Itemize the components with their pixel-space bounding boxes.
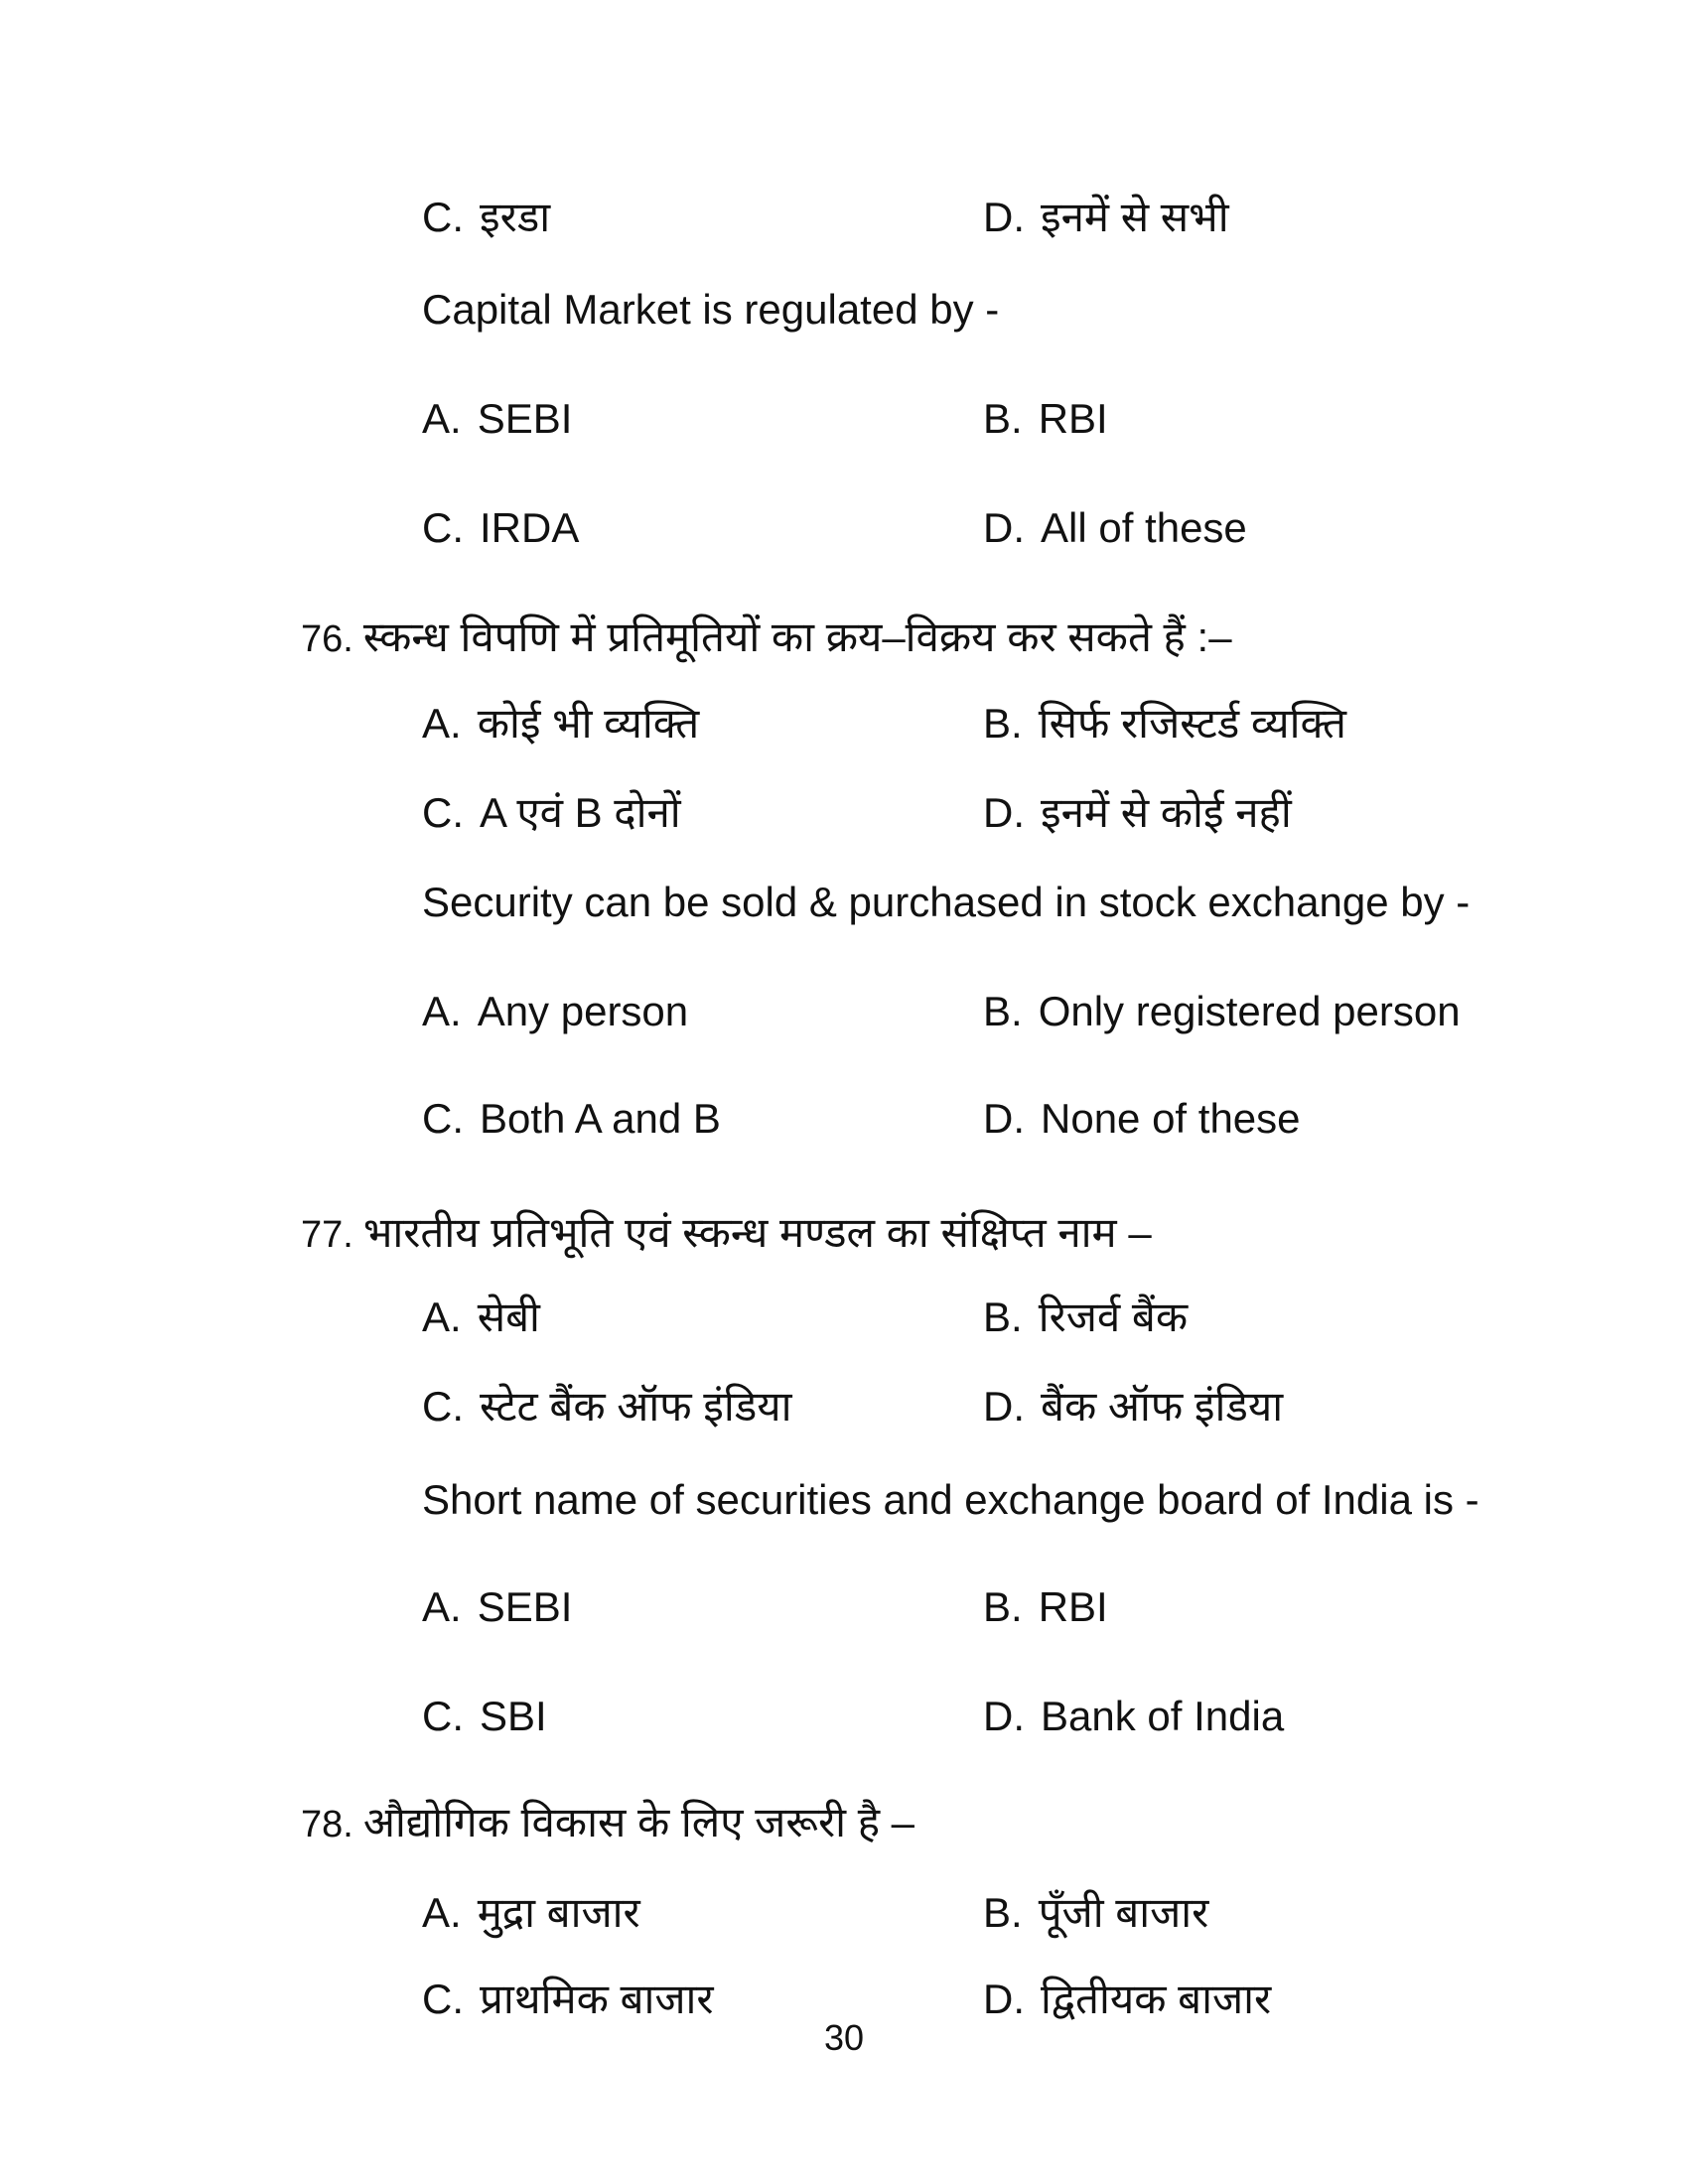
q76-question-hindi <box>301 614 1688 662</box>
option-label: B. <box>983 395 1023 442</box>
option-label: C. <box>422 1976 464 2022</box>
option-d <box>983 789 1292 837</box>
option-label: B. <box>983 1294 1023 1340</box>
option-text: IRDA <box>480 504 580 551</box>
option-text: RBI <box>1038 1583 1108 1630</box>
option-c <box>422 194 550 241</box>
option-text: मुद्रा बाजार <box>477 1889 640 1936</box>
option-label: D. <box>983 504 1025 551</box>
option-c <box>422 1383 791 1431</box>
option-c <box>422 1095 721 1143</box>
option-label: A. <box>422 395 462 442</box>
option-label: C. <box>422 504 464 551</box>
option-label: C. <box>422 789 464 836</box>
q75-question-english <box>422 286 1688 334</box>
option-text: Any person <box>477 988 689 1034</box>
question-text: Short name of securities and exchange board of India is - <box>422 1476 1479 1523</box>
option-label: B. <box>983 700 1023 747</box>
option-label: A. <box>422 700 462 747</box>
option-text: Only registered person <box>1038 988 1461 1034</box>
option-a <box>422 988 688 1035</box>
option-a <box>422 1294 540 1341</box>
option-label: D. <box>983 194 1025 240</box>
q76-question-english <box>422 879 1688 926</box>
option-label: D. <box>983 1976 1025 2022</box>
option-a <box>422 395 572 443</box>
option-d <box>983 1383 1283 1431</box>
q77-question-english <box>422 1476 1688 1524</box>
option-text: प्राथमिक बाजार <box>480 1976 714 2022</box>
question-text: Capital Market is regulated by - <box>422 286 1000 333</box>
option-text: इनमें से सभी <box>1041 194 1229 240</box>
option-text: बैंक ऑफ इंडिया <box>1041 1383 1284 1430</box>
question-text: औद्योगिक विकास के लिए जरूरी है – <box>362 1799 915 1845</box>
option-label: C. <box>422 194 464 240</box>
option-text: RBI <box>1038 395 1108 442</box>
option-text: इनमें से कोई नहीं <box>1041 789 1292 836</box>
option-text: कोई भी व्यक्ति <box>477 700 700 747</box>
option-a <box>422 1889 640 1937</box>
option-text: इरडा <box>480 194 551 240</box>
option-label: D. <box>983 1693 1025 1739</box>
option-text: SEBI <box>477 395 573 442</box>
option-c <box>422 504 579 552</box>
option-b <box>983 1889 1208 1937</box>
option-label: A. <box>422 1889 462 1936</box>
q78-question-hindi <box>301 1799 1688 1847</box>
option-c <box>422 789 681 837</box>
option-text: पूँजी बाजार <box>1038 1889 1209 1936</box>
question-number: 77. <box>301 1214 353 1256</box>
option-label: A. <box>422 1294 462 1340</box>
option-d <box>983 194 1229 241</box>
option-text: सेबी <box>477 1294 540 1340</box>
question-number: 78. <box>301 1804 353 1845</box>
option-a <box>422 1583 572 1631</box>
option-text: सिर्फ रजिस्टर्ड व्यक्ति <box>1038 700 1346 747</box>
option-text: Bank of India <box>1041 1693 1285 1739</box>
option-d <box>983 504 1247 552</box>
option-label: C. <box>422 1693 464 1739</box>
option-b <box>983 988 1461 1035</box>
option-b <box>983 1583 1108 1631</box>
q77-question-hindi <box>301 1209 1688 1258</box>
option-text: All of these <box>1041 504 1247 551</box>
option-text: A एवं B दोनों <box>480 789 681 836</box>
option-label: D. <box>983 789 1025 836</box>
option-b <box>983 395 1108 443</box>
option-b <box>983 1294 1188 1341</box>
option-text: रिजर्व बैंक <box>1038 1294 1189 1340</box>
option-text: SBI <box>480 1693 547 1739</box>
option-label: C. <box>422 1383 464 1430</box>
question-text: स्कन्ध विपणि में प्रतिमूतियों का क्रय–विक्रय कर सकते हैं :– <box>362 614 1232 660</box>
option-text: स्टेट बैंक ऑफ इंडिया <box>480 1383 792 1430</box>
option-b <box>983 700 1346 748</box>
page-number: 30 <box>823 2017 865 2058</box>
option-d <box>983 1095 1301 1143</box>
option-label: B. <box>983 1583 1023 1630</box>
option-label: A. <box>422 988 462 1034</box>
option-label: B. <box>983 1889 1023 1936</box>
option-text: None of these <box>1041 1095 1301 1142</box>
option-label: D. <box>983 1383 1025 1430</box>
question-text: Security can be sold & purchased in stock exchange by - <box>422 879 1471 925</box>
option-label: B. <box>983 988 1023 1034</box>
option-c <box>422 1693 547 1740</box>
option-d <box>983 1693 1284 1740</box>
option-text: SEBI <box>477 1583 573 1630</box>
option-text: Both A and B <box>480 1095 721 1142</box>
option-label: C. <box>422 1095 464 1142</box>
option-label: D. <box>983 1095 1025 1142</box>
question-number: 76. <box>301 618 353 660</box>
option-a <box>422 700 699 748</box>
option-text: द्वितीयक बाजार <box>1041 1976 1272 2022</box>
option-label: A. <box>422 1583 462 1630</box>
question-text: भारतीय प्रतिभूति एवं स्कन्ध मण्डल का संक्षिप्त नाम – <box>362 1209 1152 1256</box>
